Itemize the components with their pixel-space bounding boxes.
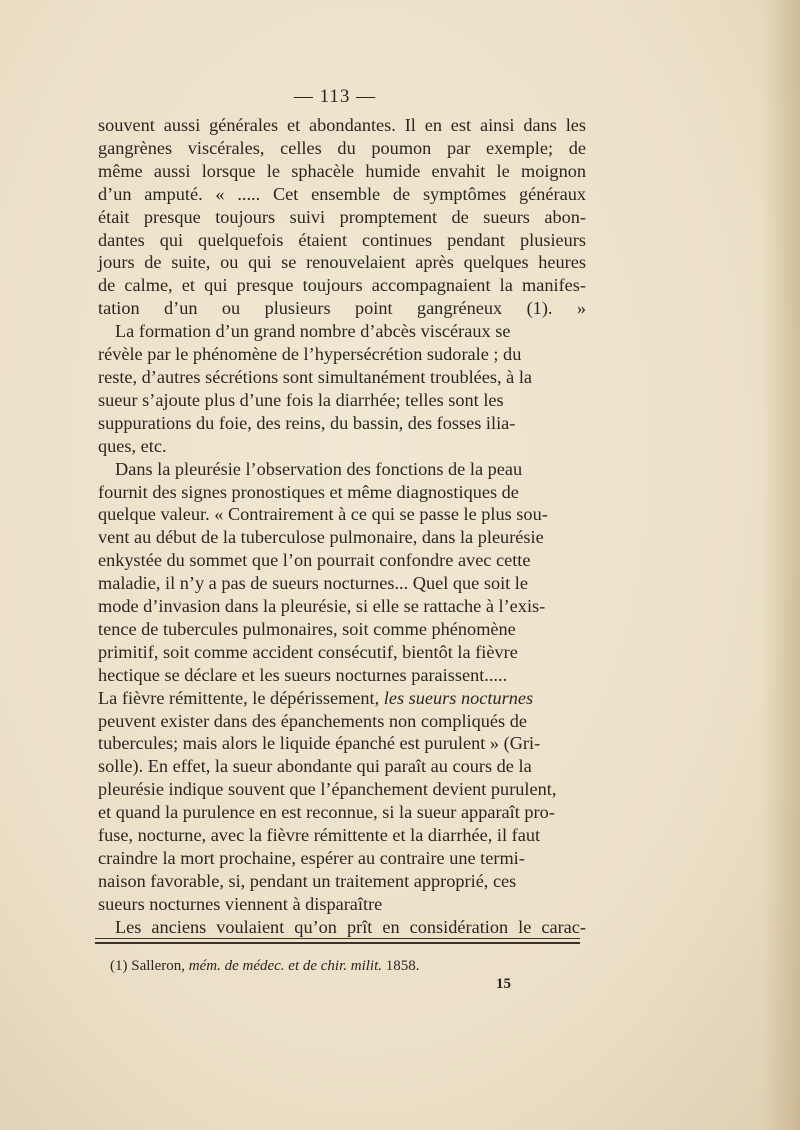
text-line: dantes qui quelquefois étaient continues pendant plusieurs: [98, 229, 586, 250]
text-line: maladie, il n’y a pas de sueurs nocturnes... Quel que soit le: [98, 573, 529, 594]
page-number: — 113 —: [293, 86, 377, 107]
footnote: [110, 958, 580, 975]
text-line: suppurations du foie, des reins, du bassin, des fosses ilia-: [98, 412, 516, 433]
signature-mark: 15: [496, 976, 511, 992]
text-line: reste, d’autres sécrétions sont simultanément troublées, à la: [98, 366, 533, 387]
text-line: hectique se déclare et les sueurs nocturnes paraissent.....: [98, 664, 508, 685]
text-line: peuvent exister dans des épanchements non compliqués de: [98, 710, 527, 731]
text-line: pleurésie indique souvent que l’épanchement devient purulent,: [98, 779, 557, 800]
paragraph: [98, 320, 586, 457]
text-line: tubercules; mais alors le liquide épanché est purulent » (Gri-: [98, 733, 541, 754]
rule-thick: [95, 942, 580, 944]
text-line: de calme, et qui presque toujours accompagnaient la manifes-: [98, 275, 586, 296]
text-line: souvent aussi générales et abondantes. Il en est ainsi dans les: [98, 115, 586, 135]
text-line: ques, etc.: [98, 435, 167, 456]
text-line: La formation d’un grand nombre d’abcès viscéraux se: [115, 321, 511, 342]
paragraph: [98, 916, 586, 939]
text-line: sueurs nocturnes viennent à disparaître: [98, 893, 383, 914]
italic-phrase: les sueurs nocturnes: [383, 687, 534, 708]
text-line: mode d’invasion dans la pleurésie, si elle se rattache à l’exis-: [98, 596, 546, 617]
body-text: [98, 114, 586, 939]
page-edge-shadow: [762, 0, 800, 1130]
footnote-marker: (1): [110, 958, 128, 974]
text-line: sueur s’ajoute plus d’une fois la diarrhée; telles sont les: [98, 389, 504, 410]
footnote-separator: [95, 938, 580, 944]
text-line: jours de suite, ou qui se renouvelaient après quelques heures: [98, 252, 586, 273]
text-line: quelque valeur. « Contrairement à ce qui se passe le plus sou-: [98, 504, 548, 525]
footnote-author: Salleron,: [131, 958, 185, 974]
rule-thin: [95, 938, 580, 939]
text-line: Les anciens voulaient qu’on prît en considération le carac-: [115, 916, 586, 937]
text-line: d’un amputé. « ..... Cet ensemble de symptômes généraux: [98, 183, 586, 204]
text-line: gangrènes viscérales, celles du poumon par exemple; de: [98, 137, 586, 158]
text-line: même aussi lorsque le sphacèle humide envahit le moignon: [98, 160, 586, 181]
text-line: La fièvre rémittente, le dépérissement, les sueurs nocturnes: [98, 687, 534, 708]
text-line: était presque toujours suivi promptement de sueurs abon-: [98, 206, 586, 227]
paragraph: [98, 114, 586, 320]
paragraph: [98, 458, 586, 916]
text-line: Dans la pleurésie l’observation des fonctions de la peau: [115, 458, 523, 479]
text-line: et quand la purulence en est reconnue, si la sueur apparaît pro-: [98, 802, 555, 823]
text-line: fournit des signes pronostiques et même diagnostiques de: [98, 481, 519, 502]
text-line: naison favorable, si, pendant un traitement approprié, ces: [98, 870, 517, 891]
text-line: solle). En effet, la sueur abondante qui paraît au cours de la: [98, 756, 532, 777]
text-line: fuse, nocturne, avec la fièvre rémittente et la diarrhée, il faut: [98, 825, 541, 846]
text-line: primitif, soit comme accident consécutif, bientôt la fièvre: [98, 641, 518, 662]
text-line: vent au début de la tuberculose pulmonaire, dans la pleurésie: [98, 527, 544, 548]
text-line: craindre la mort prochaine, espérer au contraire une termi-: [98, 848, 525, 868]
footnote-source: mém. de médec. et de chir. milit.: [188, 958, 383, 974]
text-line: tation d’un ou plusieurs point gangréneux (1). »: [98, 298, 586, 319]
footnote-year: 1858.: [385, 958, 420, 974]
text-line: tence de tubercules pulmonaires, soit comme phénomène: [98, 618, 516, 639]
text-line: révèle par le phénomène de l’hypersécrétion sudorale ; du: [98, 344, 522, 365]
text-line: enkystée du sommet que l’on pourrait confondre avec cette: [98, 550, 531, 571]
